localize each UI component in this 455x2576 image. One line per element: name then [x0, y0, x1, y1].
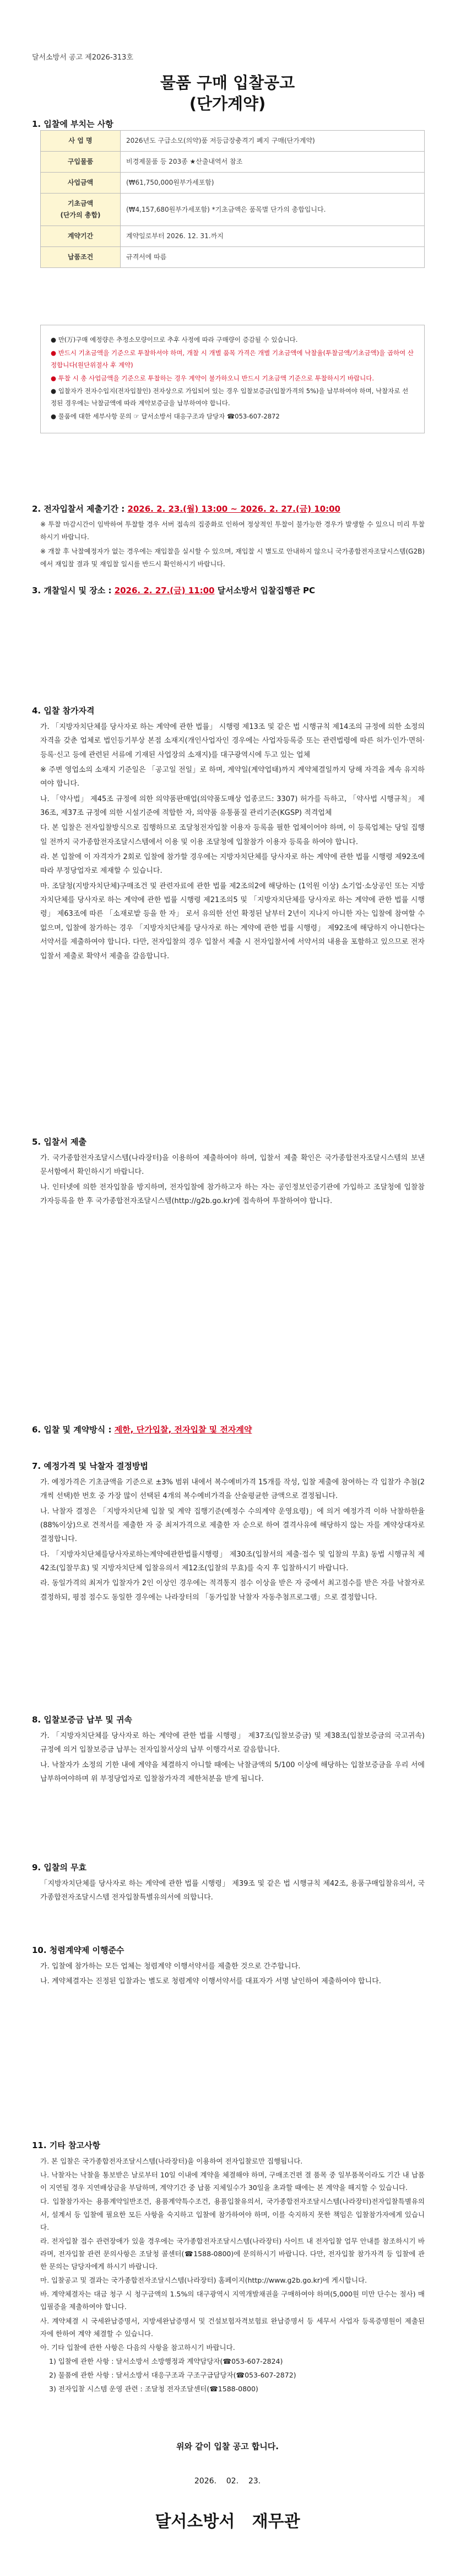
opening-date: 2026. 2. 27.(금) 11:00 [114, 586, 215, 595]
signer: 달서소방서 재무관 [155, 2512, 300, 2531]
list-item: 다. 본 입찰은 전자입찰방식으로 집행하므로 조달청전자입찰 이용자 등록을 필한 업체이어야 하며, 이 등록업체는 당일 집행일 전까지 국가종합전자조달시스템에서 이용 및 이용 조달청에 입찰참가 이용자 등록을 하여야 합니다. [40, 824, 425, 846]
row-value: 계약일로부터 2026. 12. 31.까지 [121, 226, 425, 247]
row-value: 비경제물품 등 203종 ★산출내역서 참조 [121, 152, 425, 173]
list-item: 마. 조달청(지방자치단체)구매조건 및 관련자료에 관한 법률 제2조의2에 해당하는 (1억원 이상) 소기업·소상공인 또는 지방자치단체를 당사자로 하는 계약에 관한 법률 시행령 제21조의5 및 「지방자치단체를 당사자로 하는 계약에 관한 법률 시행령」 제63조에 따른 「소재로밭 등을 한 자」 로서 유의한 선언 확정된 날부터 2년이 지나지 아니한 자는 입찰에 참여할 수 없으며, 입찰에 참가하는 경우 「지방자치단체를 당사자로 하는 계약에 관한 법률 시행령」 제92조에 해당하지 아니한다는 서약서를 제출하여야 합니다. 다만, 전자입찰의 경우 입찰서 제출 시 전자입찰서에 서약서의 내용을 포함하고 있으므로 전자입찰서 제출로 확약서 제출을 갈음합니다. [40, 882, 425, 960]
list-item: 다. 입찰참가자는 용품계약일반조건, 용품계약특수조건, 용품입찰유의서, 국가종합전자조달시스템(나라장터)전자입찰특별유의서, 설계서 등 입찰에 필요한 모든 사항을 숙지하고 입찰에 참가하여야 하며, 이를 숙지하지 못한 책임은 입찰참가자에게 있습니다. [40, 2197, 425, 2231]
note-line: ※ 개찰 후 낙찰예정자가 없는 경우에는 재입찰을 실시할 수 있으며, 재입찰 시 별도로 안내하지 않으니 국가종합전자조달시스템(G2B)에서 재입찰 결과 및 재입찰 일시를 반드시 확인하시기 바랍니다. [40, 547, 425, 568]
section-2-label: 2. 전자입찰서 제출기간 : [32, 504, 128, 514]
list-item: 가. 입찰에 참가하는 모든 업체는 청렴계약 이행서약서를 제출한 것으로 간주합니다. [40, 1962, 301, 1971]
note-line: ● 입찰자가 전자수입지(전자입찰인) 전자상으로 가입되어 있는 경우 입찰보증금(입찰가격의 5%)을 납부하여야 하며, 낙찰자로 선정된 경우에는 낙찰금액에 따라 계약보증금을 납부하여야 합니다. [51, 387, 409, 407]
list-item: 가. 예정가격은 기초금액을 기준으로 ±3% 범위 내에서 복수예비가격 15개를 작성, 입찰 제출에 참여하는 각 입찰가 추첨(2개씩 선택)한 번호 중 가장 많이 선택된 4개의 복수예비가격을 산술평균한 금액으로 결정됩니다. [40, 1478, 425, 1501]
section-6-heading [32, 1423, 252, 1437]
list-item: 가. 「지방자치단체를 당사자로 하는 계약에 관한 법률 시행령」 제37조(입찰보증금) 및 제38조(입찰보증금의 국고귀속) 규정에 의거 입찰보증금 납부는 전자입찰서상의 납부 이행각서로 갈음합니다. [40, 1732, 425, 1754]
list-item: 나. 「약사법」 제45조 규정에 의한 의약품판매업(의약품도매상 업종코드: 3307) 허가를 득하고, 「약사법 시행규칙」 제36조, 제37조 규정에 의한 시설기준에 적합한 자, 의약품 유통품질 관리기준(KGSP) 적격업체 [40, 795, 425, 818]
section-2-heading [32, 502, 340, 516]
closing-date: 2026. 02. 23. [194, 2477, 261, 2486]
row-label: 구입물품 [41, 152, 121, 173]
list-item: 다. 「지방자치단체를당사자로하는계약에관한법률시행령」 제30조(입찰서의 제출·접수 및 입찰의 무효) 동법 시행규칙 제42조(입찰무효) 및 지방자치단체 입찰유의서 제12조(입찰의 무효)를 숙지 후 입찰하시기 바랍니다. [40, 1550, 425, 1573]
section-8-heading: 8. 입찰보증금 납부 및 귀속 [32, 1715, 132, 1725]
section-4-heading: 4. 입찰 참가자격 [32, 706, 95, 716]
notice-number: 달서소방서 공고 제2026-313호 [32, 53, 133, 62]
note-line: ● 반드시 기초금액을 기준으로 투찰하셔야 하며, 개찰 시 개별 품목 가격은 개별 기초금액에 낙찰율(투찰금액/기초금액)을 곱하여 산정합니다(원단위절사 후 계약) [51, 348, 414, 369]
row-label: 사업금액 [41, 173, 121, 194]
bid-period: 2026. 2. 23.(월) 13:00 ~ 2026. 2. 27.(금) 10:00 [127, 504, 340, 514]
list-item: 아. 기타 입찰에 관한 사항은 다음의 사항을 참고하시기 바랍니다. [40, 2343, 235, 2352]
section-7-heading: 7. 예정가격 및 낙찰자 결정방법 [32, 1461, 148, 1471]
section-1-heading: 1. 입찰에 부치는 사항 [32, 119, 113, 129]
section-7-body [40, 1475, 425, 1606]
list-item: 「지방자치단체를 당사자로 하는 계약에 관한 법률 시행령」 제39조 및 같은 법 시행규칙 제42조, 용품구매입찰유의서, 국가종합전자조달시스템 전자입찰특별유의서에 의합니다. [40, 1880, 425, 1902]
note-line: ● 만(万)구매 예정량은 추정소모량이므로 추후 사정에 따라 구매량이 증감될 수 있습니다. [51, 336, 298, 344]
row-value: 2026년도 구급소모(의약)품 저등급장충격기 폐지 구매(단가계약) [121, 131, 425, 152]
contract-method: 제한, 단가입찰, 전자입찰 및 전자계약 [114, 1425, 252, 1435]
section-4-body [40, 720, 425, 964]
list-item: 2) 물품에 관한 사항 : 달서소방서 대응구조과 구조구급담당자(☎053-607-2872) [49, 2371, 296, 2379]
page-subtitle: (단가계약) [189, 94, 266, 113]
notes-box [40, 325, 425, 433]
table-row [41, 152, 425, 173]
row-label: 납품조건 [41, 247, 121, 268]
section-8-body [40, 1729, 425, 1787]
list-item: 사. 계약체결 시 국세완납증명서, 지방세완납증명서 및 건설보험자격보험료 완납증명서 등 세무서 사업자 등록증명원이 제출된 자에 한하여 계약 체결할 수 있습니다. [40, 2316, 425, 2338]
list-item: 나. 인터넷에 의한 전자입찰을 방지하며, 전자입찰에 참가하고자 하는 자는 공인정보인증기관에 가입하고 조달청에 입찰참가자등록을 한 후 국가종합전자조달시스템(http://g2b.go.kr)에 접속하여 투찰하여야 합니다. [40, 1183, 425, 1206]
row-label: 사 업 명 [41, 131, 121, 152]
table-row [41, 131, 425, 152]
closing-statement: 위와 같이 입찰 공고 합니다. [176, 2441, 279, 2451]
table-row [41, 226, 425, 247]
section-10-body [40, 1960, 425, 1990]
section-11-heading: 11. 기타 참고사항 [32, 2140, 100, 2150]
table-row [41, 173, 425, 194]
section-11-body [40, 2155, 425, 2396]
list-item: 가. 「지방자치단체를 당사자로 하는 계약에 관한 법률」 시행령 제13조 및 같은 법 시행규칙 제14조의 규정에 의한 소정의 자격을 갖춘 업체로 법인등기부상 본점 소재지(개인사업자인 경우에는 사업자등록증 또는 관련법령에 따른 허가·인가·면허·등록·신고 등에 관련된 서류에 기재된 사업장의 소재지)를 대구광역시에 두고 있는 업체 [40, 723, 425, 759]
list-item: 1) 입찰에 관한 사항 : 달서소방서 소방행정과 계약담당자(☎053-607-2824) [49, 2357, 283, 2365]
section-2-notes [40, 518, 425, 572]
section-5-heading: 5. 입찰서 제출 [32, 1137, 87, 1147]
section-10-heading: 10. 청렴계약제 이행준수 [32, 1945, 124, 1955]
list-item: 3) 전자입찰 시스템 운영 관련 : 조달청 전자조달센터(☎1588-0800) [49, 2385, 258, 2393]
list-item: 가. 국가종합전자조달시스템(나라장터)을 이용하여 제출하여야 하며, 입찰서 제출 확인은 국가종합전자조달시스템의 보낸 문서함에서 확인하시기 바랍니다. [40, 1154, 425, 1177]
opening-place: 달서소방서 입찰집행관 PC [214, 586, 316, 595]
list-item: ※ 주변 영업소의 소재지 기준일은 「공고일 전일」로 하며, 계약일(계약업태)까지 계약체결일까지 당해 자격을 계속 유지하여야 합니다. [40, 766, 425, 788]
list-item: 나. 계약체결자는 진정된 입찰과는 별도로 청렴계약 이행서약서를 대표자가 서명 날인하여 제출하여야 합니다. [40, 1977, 381, 1986]
list-item: 라. 전자입찰 접수 관련장애가 있을 경우에는 국가종합전자조달시스템(나라장터) 사이트 내 전자입찰 업무 안내를 참조하시기 바라며, 전자입찰 관련 문의사항은 조달청 콜센터(☎1588-0800)에 문의하시기 바랍니다. 다만, 전자입찰 참가자격 등 입찰에 관한 문의는 담당자에게 하시기 바랍니다. [40, 2236, 425, 2271]
row-value: (₩61,750,000원부가세포함) [121, 173, 425, 194]
note-line: ● 물품에 대한 세부사항 문의 ☞ 달서소방서 대응구조과 담당자 ☎053-607-2872 [51, 412, 280, 421]
section-3-heading [32, 583, 315, 598]
list-item: 바. 계약체결자는 대금 청구 시 청구금액의 1.5%의 대구광역시 지역개발채권을 구매하여야 하며(5,000원 미만 단수는 절사) 매입필증을 제출하여야 합니다. [40, 2290, 425, 2311]
table-row [41, 194, 425, 226]
section-9-body [40, 1877, 425, 1906]
list-item: 나. 낙찰자가 소정의 기한 내에 계약을 체결하지 아니할 때에는 낙찰금액의 5/100 이상에 해당하는 입찰보증금을 우리 서에 납부하여야하며 위 부정당업자로 입찰참가자격 제한처분을 받게 됩니다. [40, 1761, 425, 1784]
section-9-heading: 9. 입찰의 무효 [32, 1863, 87, 1872]
section-3-label: 3. 개찰일시 및 장소 : [32, 586, 115, 595]
row-value: 규격서에 따름 [121, 247, 425, 268]
list-item: 나. 낙찰자 결정은 「지방자치단체 입찰 및 계약 집행기준(예정수 수의계약 운영요령)」에 의거 예정가격 이하 낙찰하한율(88%이상)으로 견적서를 제출한 자 중 최저가격으로 제출한 자 순으로 하여 결격사유에 해당하지 않는 자를 계약상대자로 결정합니다. [40, 1507, 425, 1544]
summary-table [40, 130, 425, 268]
list-item: 라. 본 입찰에 이 자격자가 2회로 입찰에 참가할 경우에는 지방자치단체를 당사자로 하는 계약에 관한 법률 시행령 제92조에 따라 부정당업자로 제재할 수 있습니다. [40, 853, 425, 876]
row-label: 기초금액 (단가의 총합) [41, 194, 121, 226]
list-item: 마. 입찰공고 및 결과는 국가종합전자조달시스템(나라장터) 홈페이지(http://www.g2b.go.kr)에 게시합니다. [40, 2276, 367, 2285]
note-line: ※ 투찰 마감시간이 임박하여 투찰할 경우 서버 접속의 집중화로 인하여 정상적인 투찰이 불가능한 경우가 발생할 수 있으니 미리 투찰하시기 바랍니다. [40, 520, 425, 541]
row-label: 계약기간 [41, 226, 121, 247]
page-title: 물품 구매 입찰공고 [160, 73, 295, 92]
table-row [41, 247, 425, 268]
note-line: ● 투찰 시 총 사업금액을 기준으로 투찰하는 경우 계약이 불가하오니 반드시 기초금액 기준으로 투찰하시기 바랍니다. [51, 374, 374, 382]
list-item: 라. 동일가격의 최저가 입찰자가 2인 이상인 경우에는 적격통지 점수 이상을 받은 자 중에서 최고점수를 받은 자를 낙찰자로 결정하되, 평점 점수도 동일한 경우에는 나라장터의 「동가입찰 낙찰자 자동추첨프로그램」으로 결정합니다. [40, 1579, 425, 1602]
list-item: 가. 본 입찰은 국가종합전자조달시스템(나라장터)을 이용하여 전자입찰로만 집행됩니다. [40, 2157, 303, 2165]
section-5-body [40, 1151, 425, 1209]
section-6-label: 6. 입찰 및 계약방식 : [32, 1425, 115, 1435]
row-value: (₩4,157,680원부가세포함) *기초금액은 품목별 단가의 총합입니다. [121, 194, 425, 226]
list-item: 나. 낙찰자는 낙찰을 통보받은 날로부터 10일 이내에 계약을 체결해야 하며, 구매조건편 결 품목 중 일부품목이라도 기간 내 납품이 지연될 경우 지연배상금을 부담하며, 계약기간 중 납품 지체일수가 30일을 초과할 때에는 본 계약을 해지할 수 있습니다. [40, 2171, 425, 2192]
